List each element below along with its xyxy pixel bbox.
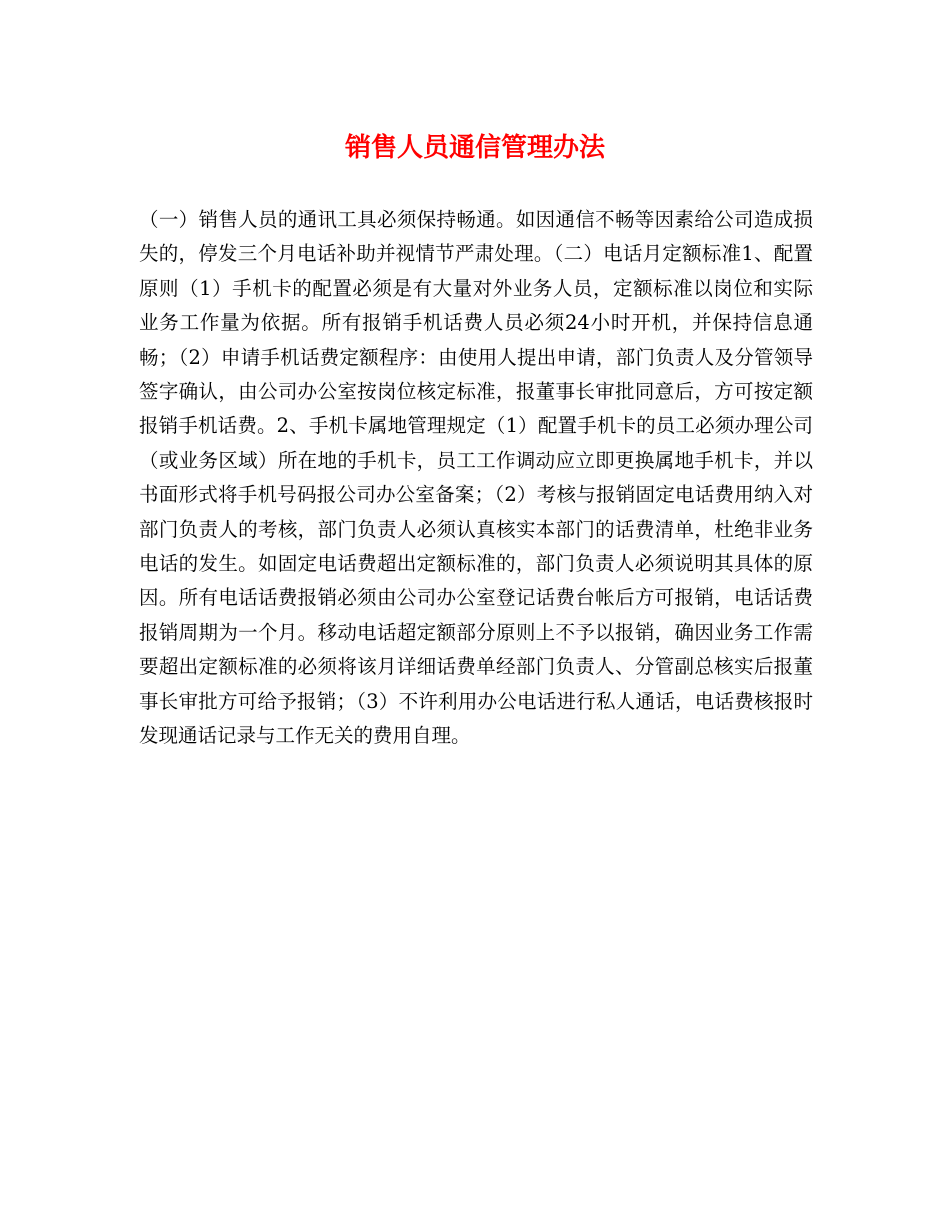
document-body-paragraph: （一）销售人员的通讯工具必须保持畅通。如因通信不畅等因素给公司造成损失的，停发三个月电话补助并视情节严肃处理。（二）电话月定额标准1、配置原则（1）手机卡的配置必须是有大量对外业务人员，定额标准以岗位和实际业务工作量为依据。所有报销手机话费人员必须24小时开机，并保持信息通畅；（2）申请手机话费定额程序：由使用人提出申请，部门负责人及分管领导签字确认，由公司办公室按岗位核定标准，报董事长审批同意后，方可按定额报销手机话费。2、手机卡属地管理规定（1）配置手机卡的员工必须办理公司（或业务区域）所在地的手机卡，员工工作调动应立即更换属地手机卡，并以书面形式将手机号码报公司办公室备案；（2）考核与报销固定电话费用纳入对部门负责人的考核，部门负责人必须认真核实本部门的话费清单，杜绝非业务电话的发生。如固定电话费超出定额标准的，部门负责人必须说明其具体的原因。所有电话话费报销必须由公司办公室登记话费台帐后方可报销，电话话费报销周期为一个月。移动电话超定额部分原则上不予以报销，确因业务工作需要超出定额标准的必须将该月详细话费单经部门负责人、分管副总核实后报董事长审批方可给予报销；（3）不许利用办公电话进行私人通话，电话费核报时发现通话记录与工作无关的费用自理。 bbox=[139, 208, 813, 748]
document-title: 销售人员通信管理办法 bbox=[344, 133, 605, 163]
